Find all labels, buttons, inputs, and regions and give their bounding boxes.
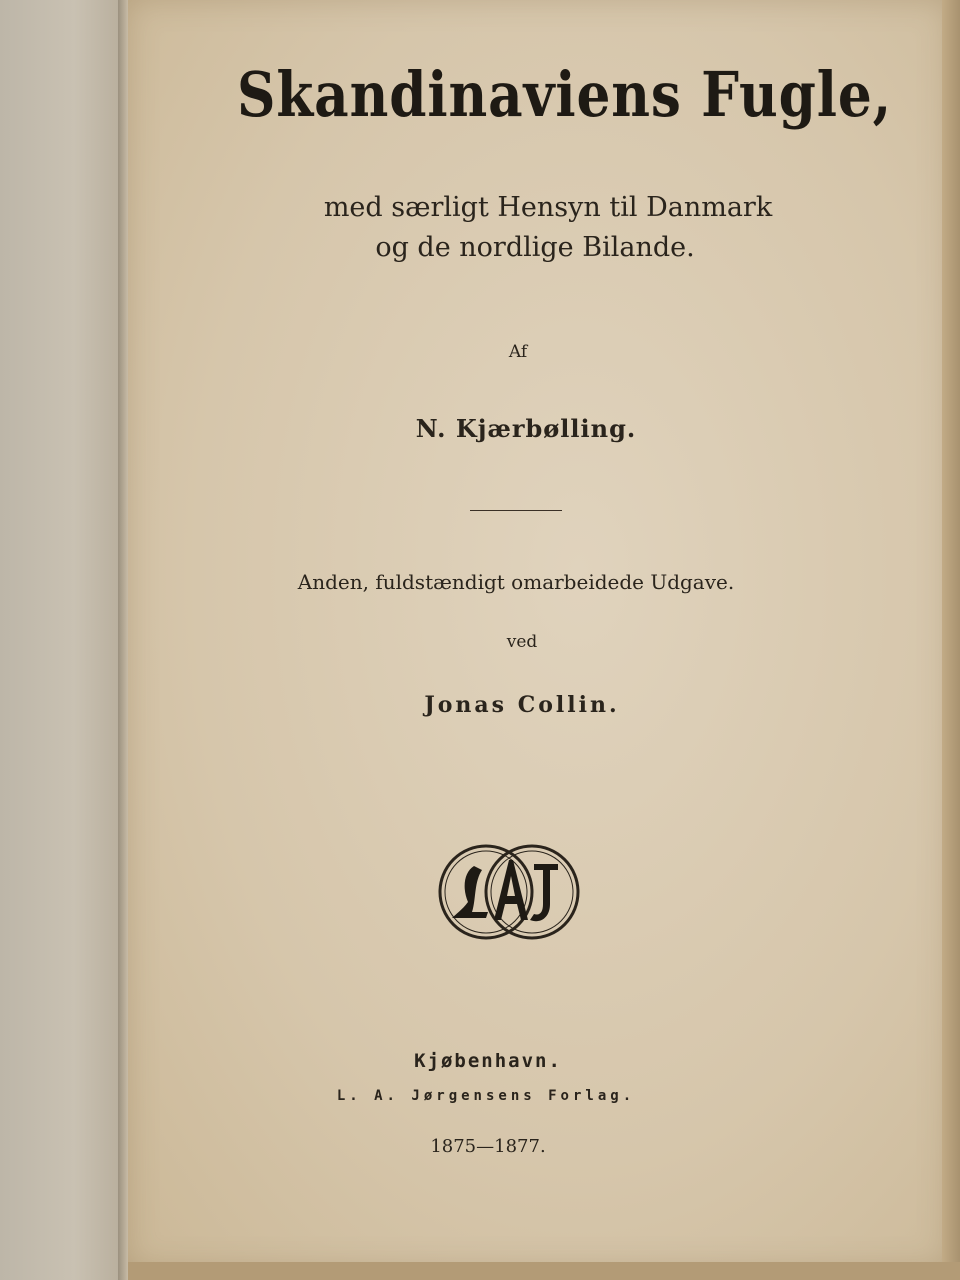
subtitle-line-1: med særligt Hensyn til Danmark <box>323 192 773 223</box>
title-page <box>128 0 948 1268</box>
page-edge <box>942 0 960 1280</box>
editor-name: Jonas Collin. <box>424 692 620 718</box>
by-label: Af <box>508 342 528 362</box>
author-name: N. Kjærbølling. <box>415 414 637 443</box>
edition-statement: Anden, fuldstændigt omarbeidede Udgave. <box>297 570 735 594</box>
ved-label: ved <box>506 632 538 652</box>
publication-place: Kjøbenhavn. <box>414 1050 562 1072</box>
divider-rule <box>470 510 562 511</box>
publication-years: 1875—1877. <box>430 1136 546 1157</box>
publisher: L. A. Jørgensens Forlag. <box>336 1088 636 1104</box>
subtitle-line-2: og de nordlige Bilande. <box>375 232 695 263</box>
book-title: Skandinaviens Fugle, <box>237 58 893 131</box>
cover-edge <box>128 1262 960 1280</box>
printer-mark-icon <box>434 838 584 946</box>
